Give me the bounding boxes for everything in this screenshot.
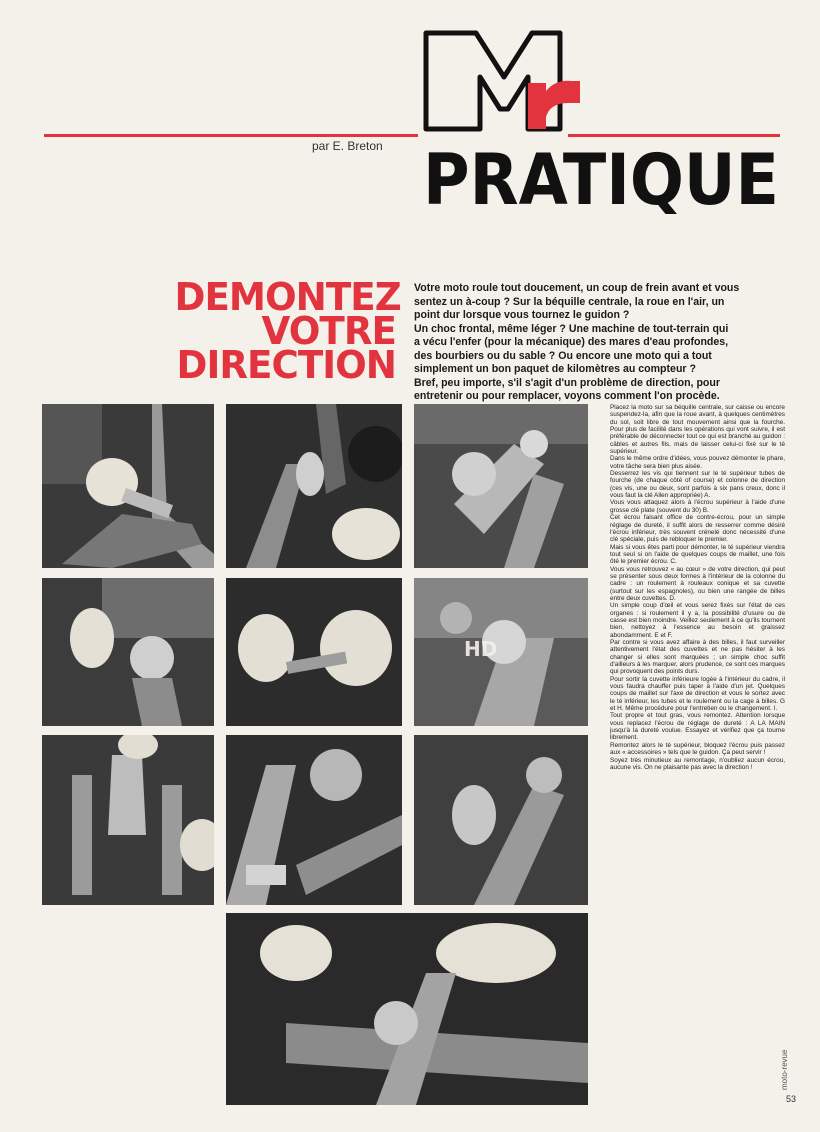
- photo-g: [42, 735, 214, 905]
- photo-j: [226, 913, 588, 1105]
- intro-line: a vécu l'enfer (pour la mécanique) des mares d'eau profondes,: [414, 336, 729, 348]
- section-title: [421, 142, 781, 214]
- body-paragraph: Placez la moto sur sa béquille centrale, sur caisse ou encore suspendez-la, afin que la roue avant, à quelques centimètres du sol, soit libre de tout mouvement ainsi que la fourche. Pour plus de facilité dans les opérations qui vont suivre, il est préférable de déconnecter tout ce qui est branché au guidon : câbles et autres fils, mais de laisser celui-ci fixé sur le té supérieur.: [610, 404, 785, 456]
- body-paragraph: Soyez très minutieux au remontage, n'oubliez aucun écrou, aucune vis. On ne plaisante pas avec la direction !: [610, 756, 785, 771]
- magazine-logo: [420, 25, 588, 137]
- photo-b: [226, 404, 402, 568]
- article-headline: [174, 275, 401, 387]
- body-paragraph: Tout propre et tout gras, vous remontez. Attention lorsque vous replacez l'écrou de réglage de dureté : A LA MAIN jusqu'à la dureté voulue. Essayez et vérifiez que ça tourne librement.: [610, 712, 785, 742]
- intro-line: simplement un bon paquet de kilomètres au compteur ?: [414, 363, 696, 375]
- photo-h: [226, 735, 402, 905]
- header-rule-left: [44, 134, 418, 137]
- intro-line: des bourbiers ou du sable ? Ou encore une moto qui a tout: [414, 349, 712, 362]
- intro-line: Bref, peu importe, s'il s'agit d'un problème de direction, pour: [414, 376, 720, 389]
- side-credit: moto-revue: [780, 1049, 789, 1090]
- byline: par E. Breton: [312, 139, 383, 153]
- intro-line: point dur lorsque vous tournez le guidon ?: [414, 309, 630, 321]
- body-paragraph: Desserrez les vis qui tiennent sur le té supérieur tubes de fourche (de chaque côté of course) et colonne de direction (ces vis, une ou deux, sont parfois à six pans creux, donc il vous faut la clé Allen appropriée) A.: [610, 470, 785, 500]
- headline-line: VOTRE: [261, 309, 396, 353]
- header-rule-right: [568, 134, 780, 137]
- body-paragraph: Dans le même ordre d'idées, vous pouvez démonter le phare, votre tâche sera bien plus aisée.: [610, 455, 785, 470]
- intro-line: Un choc frontal, même léger ? Une machine de tout-terrain qui: [414, 322, 729, 335]
- photo-a: [42, 404, 214, 568]
- headline-line: DIRECTION: [176, 343, 396, 387]
- photo-e: [226, 578, 402, 726]
- article-intro: [414, 282, 778, 404]
- photo-i: [414, 735, 588, 905]
- body-paragraph: Vous vous attaquez alors à l'écrou supérieur à l'aide d'une grosse clé plate (souvent du 30) B.: [610, 499, 785, 514]
- body-paragraph: Remontez alors le té supérieur, bloquez l'écrou puis passez aux « accessoires » tels que le guidon. Ça peut servir !: [610, 741, 785, 757]
- body-paragraph: Mais si vous êtes parti pour démonter, le té supérieur viendra tout seul si on l'aide de quelques coups de maillet, une fois ôté le premier écrou. C.: [610, 543, 785, 566]
- body-paragraph: Cet écrou faisant office de contre-écrou, pour un simple réglage de dureté, il suffit alors de resserrer comme désiré l'écrou inférieur, très souvent crénelé donc nécessité d'une clé spéciale, puis de rebloquer le premier.: [610, 514, 785, 544]
- body-paragraph: Par contre si vous avez affaire à des billes, il faut surveiller attentivement l'état des cuvettes et ne pas hésiter à les changer si elles sont marquées ; un simple choc suffit d'ailleurs à les marquer, alors prudence, ce sont ces marques qui provoquent des points durs.: [610, 639, 785, 676]
- intro-line: Votre moto roule tout doucement, un coup de frein avant et vous: [414, 282, 740, 294]
- body-paragraph: Pour sortir la cuvette inférieure logée à l'intérieur du cadre, il vous faudra chauffer puis taper à l'aide d'un jet. Quelques coups de maillet sur l'axe de direction et vous le sortez avec le té inférieur, les tubes et le roulement ou la cage à billes. G et H. Même procédure pour l'entretien ou le changement. I.: [610, 675, 785, 713]
- body-paragraph: Un simple coup d'œil et vous serez fixés sur l'état de ces organes : si roulement il y a, la possibilité d'usure ou de casse est bien moindre. Veillez seulement à ce qu'ils tournent bien, nettoyez à l'essence au besoin et graissez abondamment. E et F.: [610, 602, 785, 639]
- photo-c: [414, 404, 588, 568]
- photo-f: [414, 578, 588, 726]
- headline-line: DEMONTEZ: [174, 275, 401, 319]
- intro-line: entretenir ou pour remplacer, voyons comment l'on procède.: [414, 390, 720, 402]
- body-paragraph: Vous vous retrouvez « au cœur » de votre direction, qui peut se présenter sous deux formes à l'intérieur de la colonne du cadre : un roulement à rouleaux conique et sa cuvette (surtout sur les espagnoles), ou bien une rangée de billes entre deux cuvettes. D.: [610, 565, 785, 602]
- intro-line: sentez un à-coup ? Sur la béquille centrale, la roue en l'air, un: [414, 295, 725, 308]
- photo-d: [42, 578, 214, 726]
- article-body: [610, 404, 785, 1104]
- section-title-text: PRATIQUE: [423, 142, 779, 214]
- watermark-text: HD: [464, 637, 498, 661]
- page-number: 53: [786, 1094, 797, 1104]
